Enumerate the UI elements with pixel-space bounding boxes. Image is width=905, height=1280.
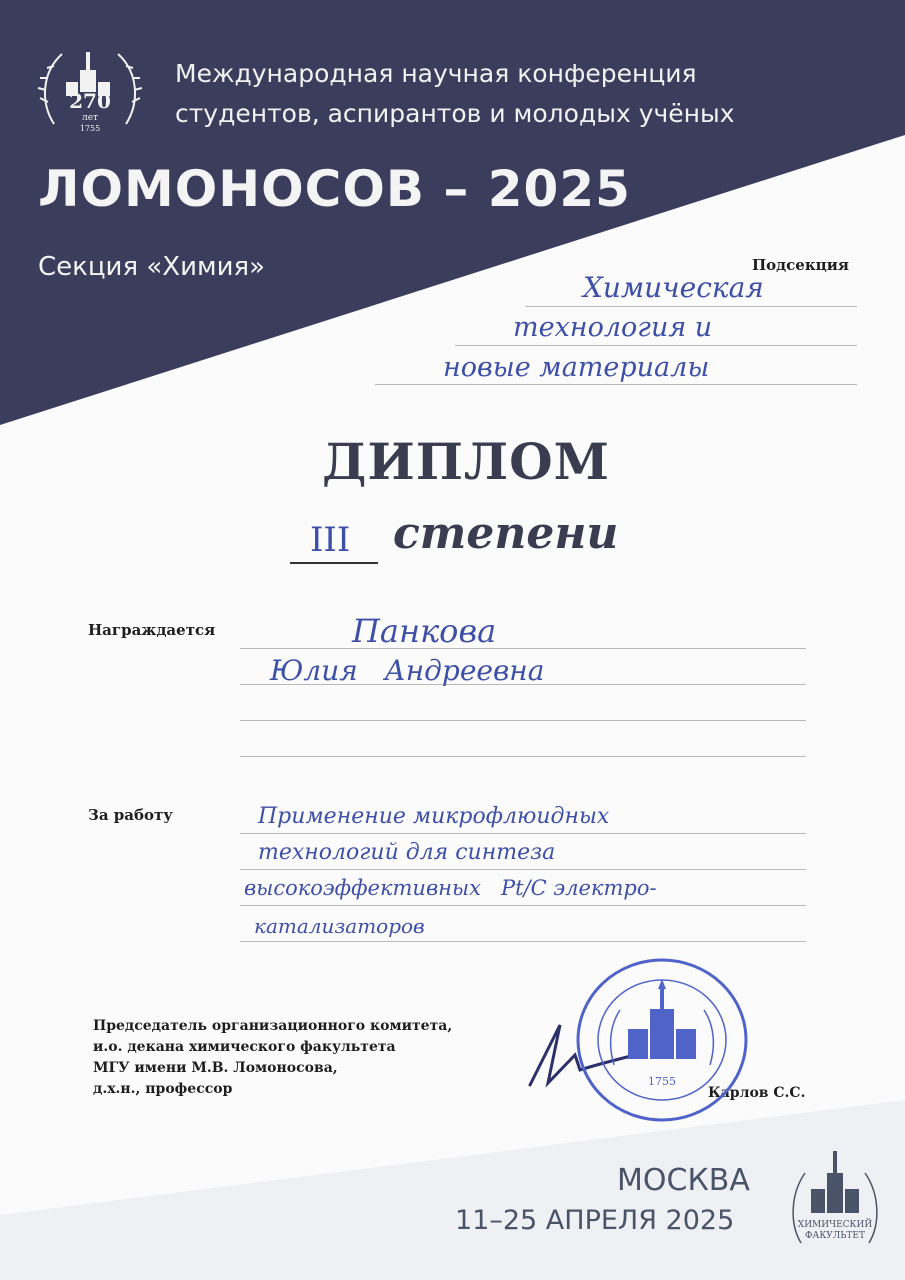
signatory-position xyxy=(93,1016,452,1100)
chemistry-faculty-emblem-icon xyxy=(787,1143,883,1255)
conference-name-line2: студентов, аспирантов и молодых учёных xyxy=(175,99,735,128)
awardee-line-1 xyxy=(240,648,806,649)
signatory-line-1: Председатель организационного комитета, xyxy=(93,1018,453,1034)
awardee-line-3 xyxy=(240,720,806,721)
work-line-2 xyxy=(240,869,806,870)
subsection-handwritten-2: технология и xyxy=(513,312,713,343)
svg-text:270: 270 xyxy=(69,89,111,113)
subsection-label: Подсекция xyxy=(752,256,849,274)
footer-city: МОСКВА xyxy=(617,1163,750,1198)
signatory-line-2: и.о. декана химического факультета xyxy=(93,1039,396,1055)
svg-text:1755: 1755 xyxy=(79,124,101,133)
section-name: Секция «Химия» xyxy=(38,252,266,282)
stamp-year: 1755 xyxy=(648,1075,676,1088)
signatory-name: Карлов С.С. xyxy=(708,1085,806,1101)
degree-word: степени xyxy=(393,508,619,559)
awardee-given-names: Юлия Андреевна xyxy=(270,654,545,687)
work-line-4 xyxy=(240,941,806,942)
subsection-handwritten-3: новые материалы xyxy=(443,352,710,383)
svg-text:лет: лет xyxy=(81,113,99,123)
awardee-line-4 xyxy=(240,756,806,757)
conference-title: ЛОМОНОСОВ – 2025 xyxy=(38,160,631,218)
subsection-line-3 xyxy=(375,384,857,385)
work-title-4: катализаторов xyxy=(254,914,425,938)
work-line-3 xyxy=(240,905,806,906)
subsection-line-1 xyxy=(525,306,857,307)
work-title-3: высокоэффективных Pt/C электро- xyxy=(244,876,657,900)
subsection-line-2 xyxy=(455,345,857,346)
subsection-handwritten-1: Химическая xyxy=(583,271,764,304)
footer-dates: 11–25 АПРЕЛЯ 2025 xyxy=(455,1205,735,1236)
work-title-1: Применение микрофлюидных xyxy=(258,804,610,829)
anniversary-logo-icon xyxy=(36,42,144,134)
conference-name-line1: Международная научная конференция xyxy=(175,59,697,88)
svg-text:ФАКУЛЬТЕТ: ФАКУЛЬТЕТ xyxy=(805,1231,865,1241)
work-line-1 xyxy=(240,833,806,834)
awardee-label: Награждается xyxy=(88,621,216,639)
official-stamp-icon xyxy=(574,955,750,1125)
degree-underline xyxy=(290,562,378,564)
signatory-line-3: МГУ имени М.В. Ломоносова, xyxy=(93,1060,338,1076)
degree-value: III xyxy=(310,520,351,560)
awardee-surname: Панкова xyxy=(352,612,497,650)
svg-text:ХИМИЧЕСКИЙ: ХИМИЧЕСКИЙ xyxy=(797,1220,873,1230)
work-title-2: технологий для синтеза xyxy=(258,840,556,865)
diploma-title: ДИПЛОМ xyxy=(322,432,611,491)
work-label: За работу xyxy=(88,806,173,824)
signatory-line-4: д.х.н., профессор xyxy=(93,1081,233,1097)
